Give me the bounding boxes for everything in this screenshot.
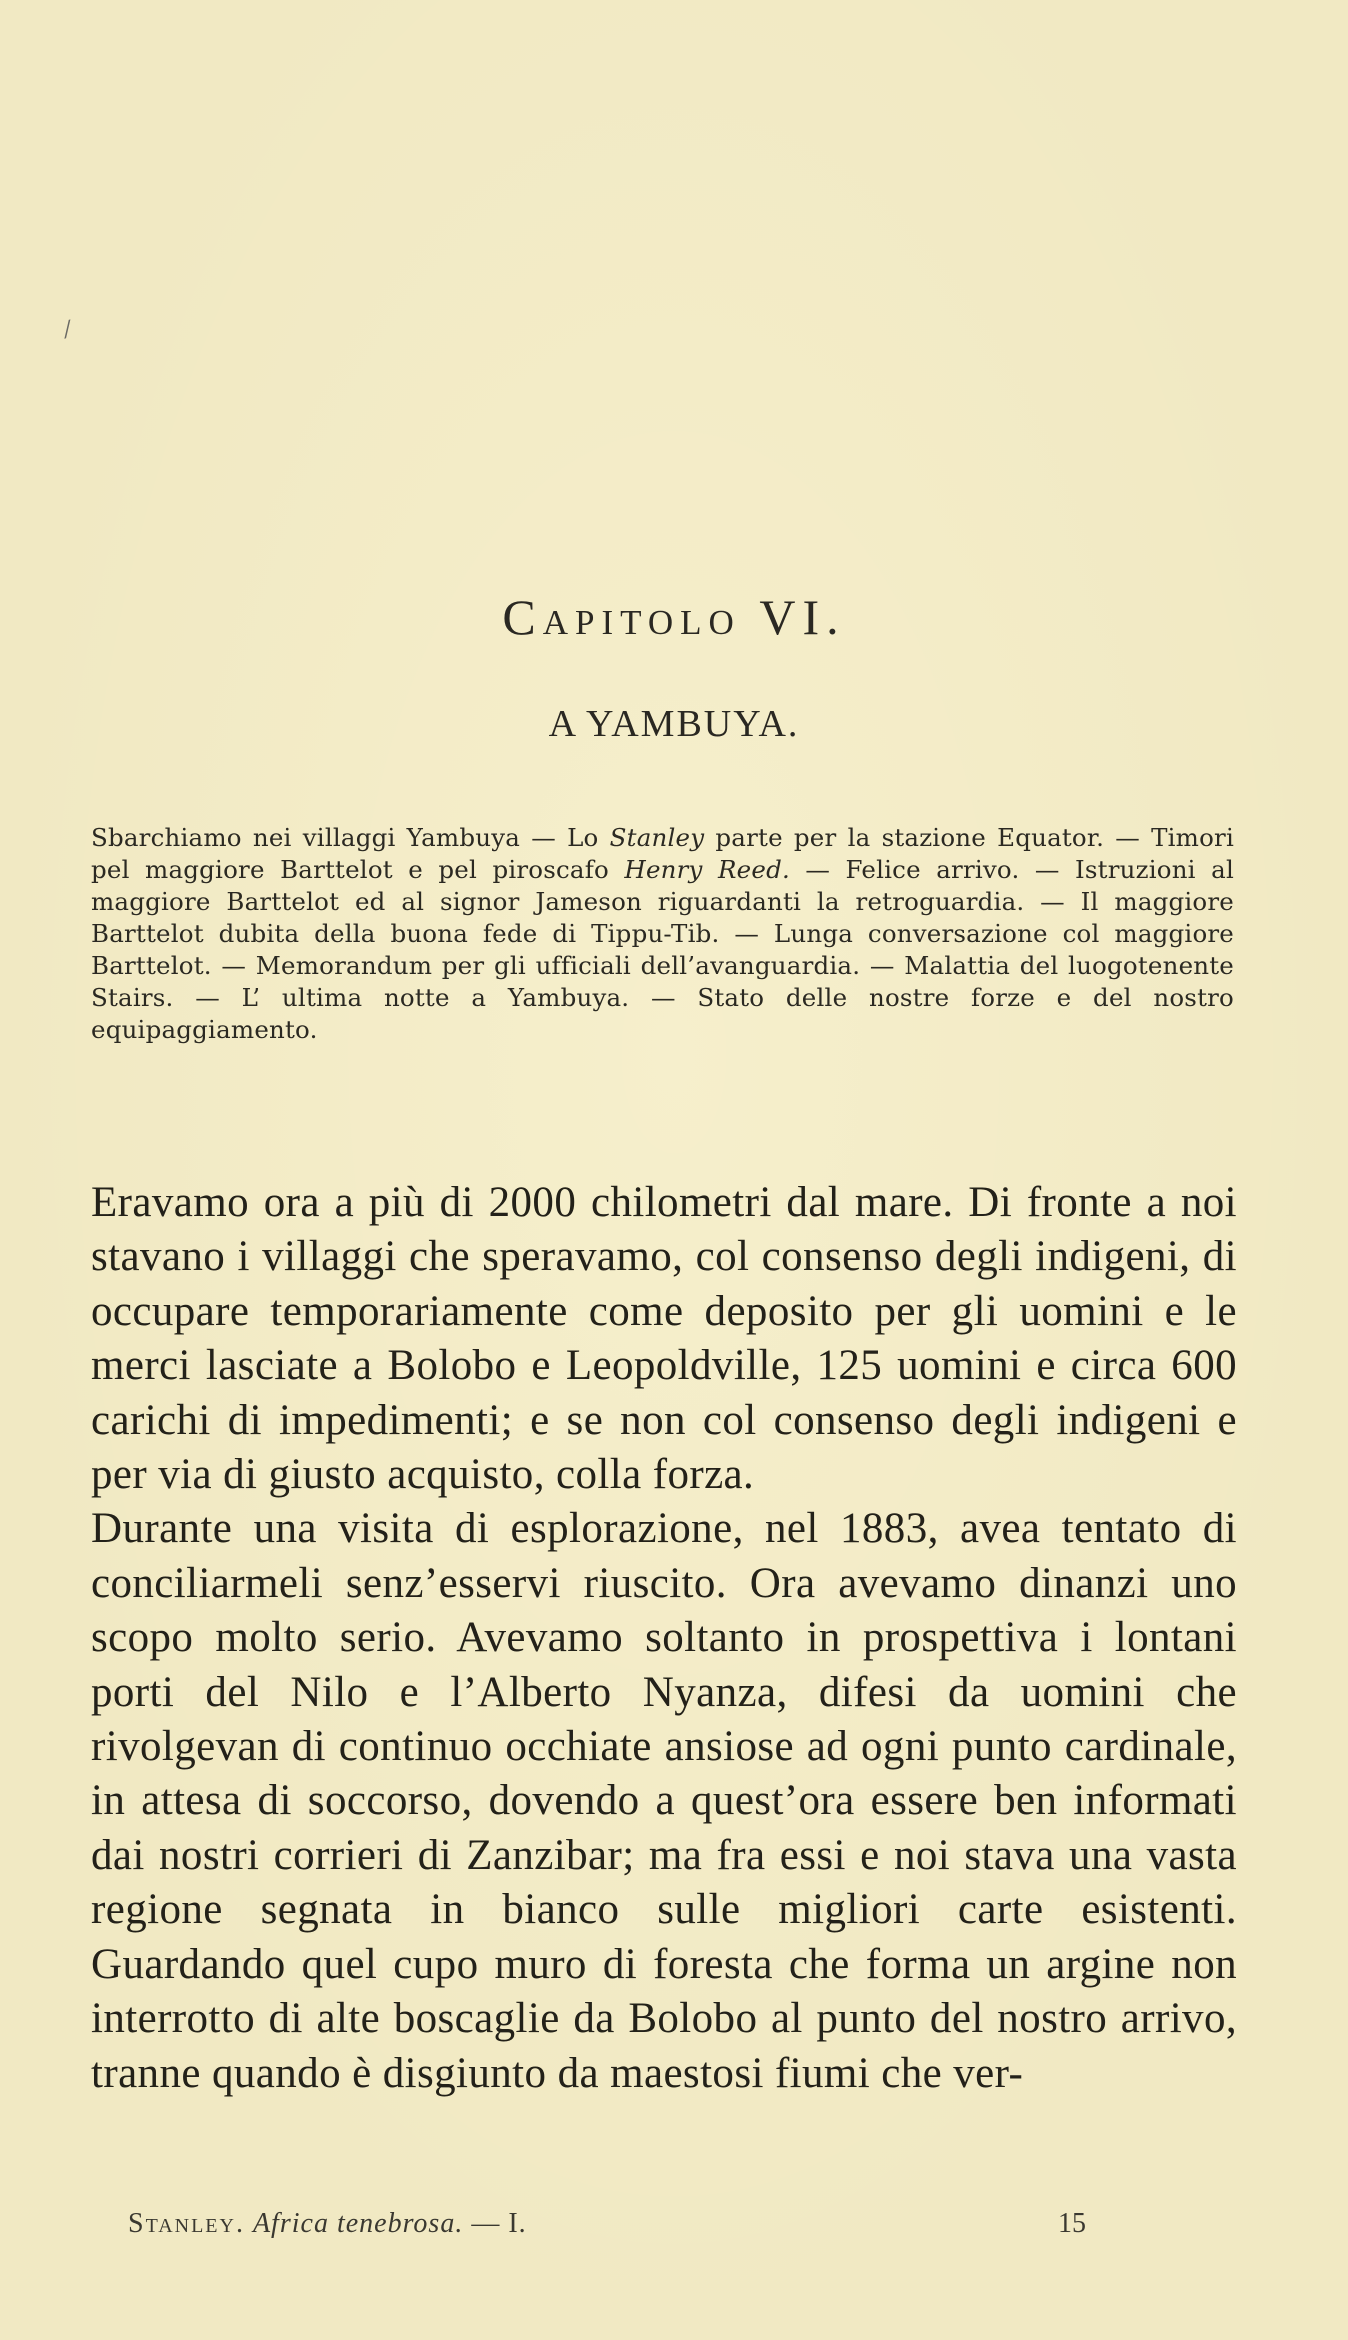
paragraph: Durante una visita di esplorazione, nel 1883, avea tentato di conciliarmeli senz’esservi riuscito. Ora avevamo dinanzi uno scopo molto serio. Avevamo soltanto in prospettiva i lontani porti del Nilo e l’Alberto Nyanza, difesi da uomini che rivolgevan di continuo occhiate ansiose ad ogni punto cardinale, in attesa di soccorso, dovendo a quest’ora essere ben informati dai nostri corrieri di Zanzibar; ma fra essi e noi stava una vasta regione segnata in bianco sulle migliori carte esistenti. Guardando quel cupo muro di foresta che forma un argine non interrotto di alte boscaglie da Bolobo al punto del nostro arrivo, tranne quando è disgiunto da maestosi fiumi che ver- — [91, 1505, 1237, 2097]
footer-volume: — I. — [471, 2208, 527, 2239]
chapter-summary — [91, 822, 1234, 1046]
footer-book-title: Africa tenebrosa. — [252, 2208, 464, 2239]
footer-author: Stanley. — [128, 2208, 245, 2239]
margin-mark: ⁄ — [62, 318, 74, 343]
footer-running-title — [128, 2208, 527, 2240]
chapter-subtitle: A YAMBUYA. — [548, 703, 800, 745]
paragraph: Eravamo ora a più di 2000 chilometri dal mare. Di fronte a noi stavano i villaggi che speravamo, col consenso degli indigeni, di occupare temporariamente come deposito per gli uomini e le merci lasciate a Bolobo e Leopoldville, 125 uomini e circa 600 carichi di impedimenti; e se non col consenso degli indigeni e per via di giusto acquisto, colla forza. — [91, 1179, 1237, 1499]
summary-text: Sbarchiamo nei villaggi Yambuya — Lo — [91, 823, 610, 852]
body-text — [91, 1176, 1237, 2101]
summary-italic: Stanley — [609, 823, 705, 852]
summary-text: — Felice arrivo. — Istruzioni al maggiore Barttelot ed al signor Jameson riguardanti la retroguardia. — Il maggiore Barttelot dubita della buona fede di Tippu-Tib. — Lunga conversazione col maggiore Barttelot. — Memorandum per gli ufficiali dell’avanguardia. — Malattia del luogotenente Stairs. — L’ ultima notte a Yambuya. — Stato delle nostre forze e del nostro equipaggiamento. — [91, 855, 1234, 1044]
signature-mark: 15 — [1058, 2208, 1086, 2239]
page-footer — [0, 2208, 1348, 2248]
chapter-title: Capitolo VI. — [502, 589, 846, 645]
summary-text: parte per la stazione Equator. — Timori pel maggiore Barttelot e pel piroscafo — [91, 823, 1235, 884]
summary-italic: Henry Reed. — [624, 855, 790, 884]
